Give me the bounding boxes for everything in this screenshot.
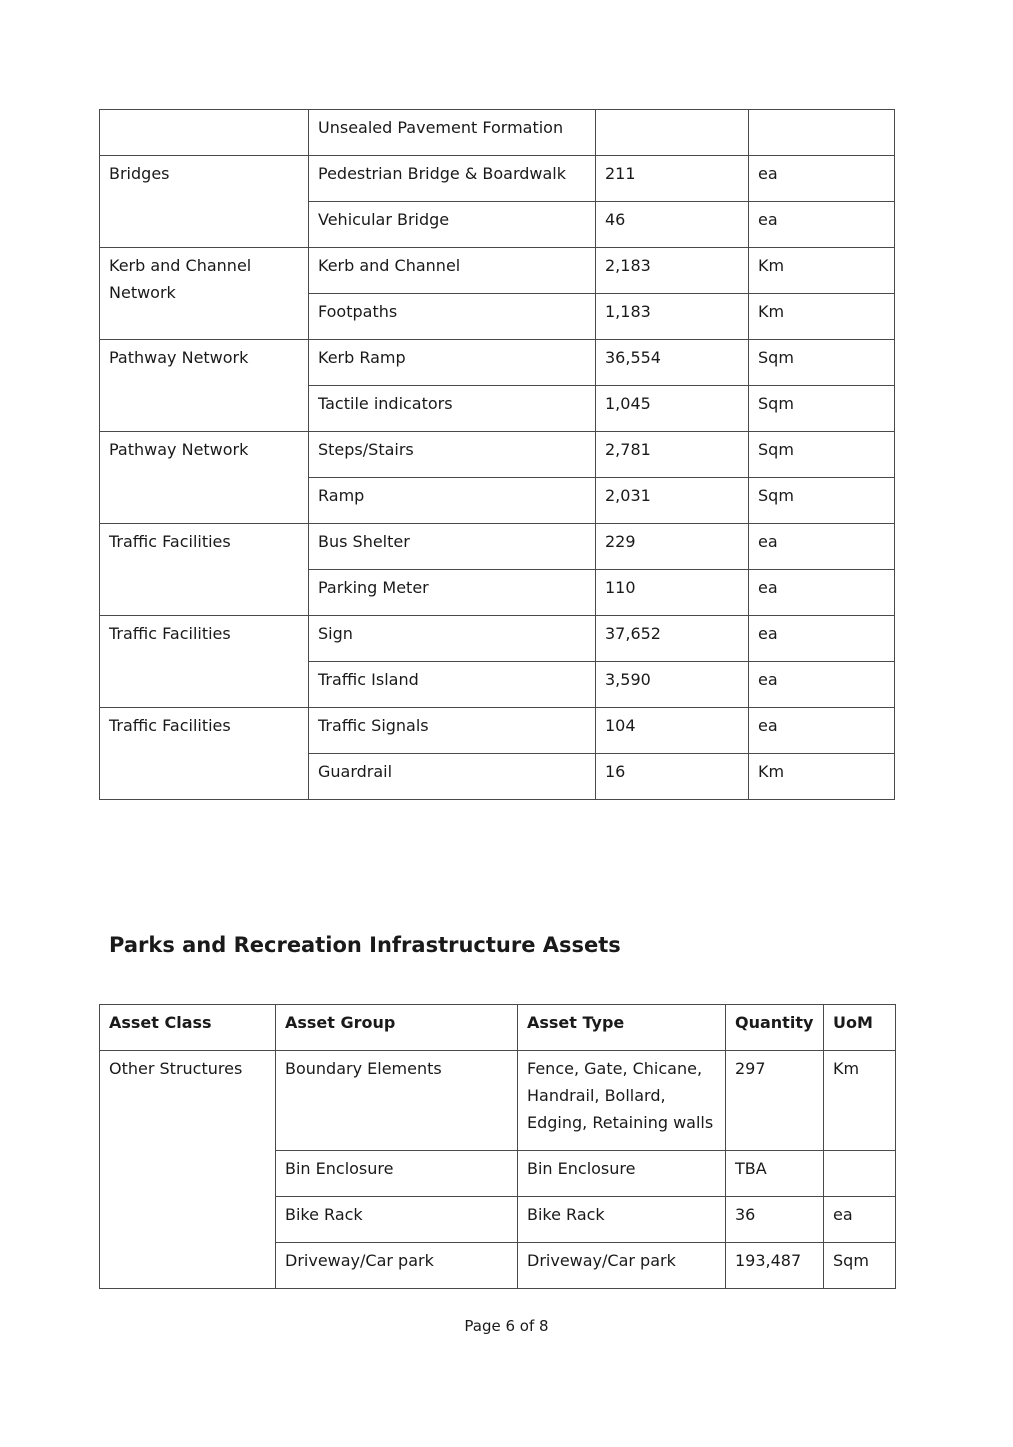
quantity-cell: 2,183 [596,248,749,294]
header-asset-group: Asset Group [276,1005,518,1051]
header-asset-class: Asset Class [100,1005,276,1051]
uom-cell: ea [749,524,895,570]
asset-type-cell: Sign [309,616,596,662]
asset-class-cell: Traffic Facilities [100,616,309,708]
asset-group-cell: Bin Enclosure [276,1151,518,1197]
quantity-cell [596,110,749,156]
asset-type-cell: Unsealed Pavement Formation [309,110,596,156]
uom-cell: Sqm [749,386,895,432]
header-quantity: Quantity [726,1005,824,1051]
quantity-cell: 211 [596,156,749,202]
uom-cell: Km [749,248,895,294]
table-row [100,340,895,386]
header-asset-type: Asset Type [518,1005,726,1051]
parks-assets-table [99,1004,896,1289]
asset-type-cell: Bus Shelter [309,524,596,570]
uom-cell: ea [749,708,895,754]
asset-class-cell: Bridges [100,156,309,248]
asset-class-cell: Pathway Network [100,432,309,524]
asset-type-cell: Tactile indicators [309,386,596,432]
asset-class-cell: Other Structures [100,1051,276,1289]
table-row [100,1051,896,1151]
uom-cell: Sqm [749,478,895,524]
road-assets-table [99,109,895,800]
asset-type-cell: Fence, Gate, Chicane, Handrail, Bollard, Edging, Retaining walls [518,1051,726,1151]
table-row [100,524,895,570]
asset-type-cell: Vehicular Bridge [309,202,596,248]
asset-type-cell: Traffic Signals [309,708,596,754]
asset-class-cell [100,110,309,156]
asset-group-cell: Driveway/Car park [276,1243,518,1289]
quantity-cell: 229 [596,524,749,570]
table-row [100,248,895,294]
quantity-cell: TBA [726,1151,824,1197]
uom-cell: Sqm [749,432,895,478]
quantity-cell: 2,781 [596,432,749,478]
quantity-cell: 16 [596,754,749,800]
table-header-row [100,1005,896,1051]
asset-type-cell: Kerb Ramp [309,340,596,386]
uom-cell: ea [749,616,895,662]
table-row [100,616,895,662]
asset-type-cell: Driveway/Car park [518,1243,726,1289]
uom-cell: ea [749,156,895,202]
quantity-cell: 1,045 [596,386,749,432]
quantity-cell: 46 [596,202,749,248]
asset-type-cell: Parking Meter [309,570,596,616]
uom-cell: Km [749,754,895,800]
page-number: Page 6 of 8 [464,1317,549,1335]
asset-type-cell: Kerb and Channel [309,248,596,294]
header-uom: UoM [824,1005,896,1051]
uom-cell: Sqm [749,340,895,386]
asset-type-cell: Guardrail [309,754,596,800]
table-row [100,432,895,478]
asset-type-cell: Bike Rack [518,1197,726,1243]
uom-cell: ea [749,662,895,708]
quantity-cell: 36,554 [596,340,749,386]
asset-class-cell: Traffic Facilities [100,524,309,616]
uom-cell: Sqm [824,1243,896,1289]
table-row [100,110,895,156]
section-heading: Parks and Recreation Infrastructure Assets [109,933,621,957]
table-row [100,708,895,754]
asset-type-cell: Steps/Stairs [309,432,596,478]
quantity-cell: 37,652 [596,616,749,662]
asset-group-cell: Bike Rack [276,1197,518,1243]
asset-type-cell: Footpaths [309,294,596,340]
asset-group-cell: Boundary Elements [276,1051,518,1151]
asset-class-cell: Traffic Facilities [100,708,309,800]
quantity-cell: 104 [596,708,749,754]
uom-cell [824,1151,896,1197]
uom-cell: Km [824,1051,896,1151]
uom-cell: ea [749,570,895,616]
quantity-cell: 110 [596,570,749,616]
asset-type-cell: Traffic Island [309,662,596,708]
quantity-cell: 193,487 [726,1243,824,1289]
asset-type-cell: Bin Enclosure [518,1151,726,1197]
quantity-cell: 36 [726,1197,824,1243]
quantity-cell: 2,031 [596,478,749,524]
uom-cell: Km [749,294,895,340]
uom-cell: ea [824,1197,896,1243]
uom-cell: ea [749,202,895,248]
asset-type-cell: Pedestrian Bridge & Boardwalk [309,156,596,202]
uom-cell [749,110,895,156]
asset-class-cell: Pathway Network [100,340,309,432]
asset-class-cell: Kerb and Channel Network [100,248,309,340]
quantity-cell: 297 [726,1051,824,1151]
asset-type-cell: Ramp [309,478,596,524]
quantity-cell: 1,183 [596,294,749,340]
quantity-cell: 3,590 [596,662,749,708]
table-row [100,156,895,202]
